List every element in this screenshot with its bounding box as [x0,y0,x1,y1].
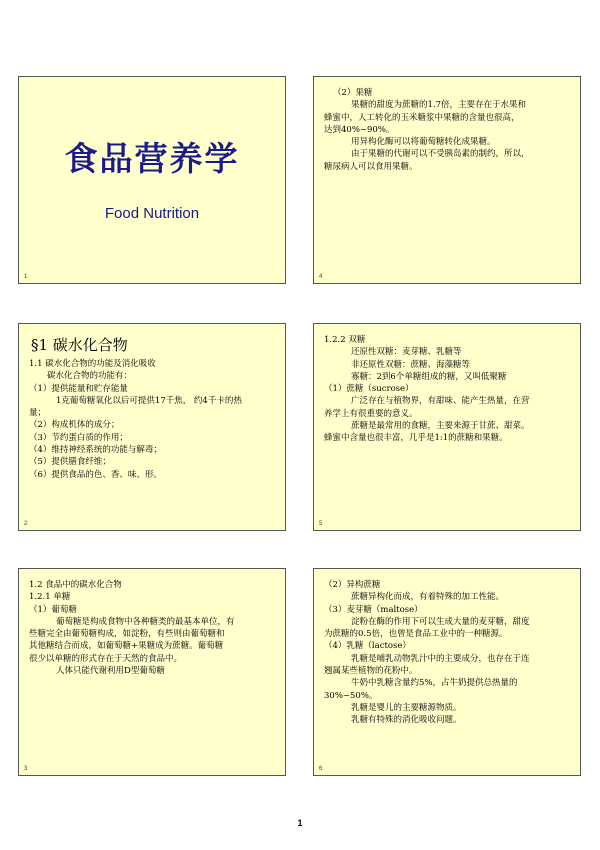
text-line: 蜂蜜中含量也很丰富，几乎是1:1的蔗糖和果糖。 [324,433,508,444]
text-line: 些糖完全由葡萄糖构成，如淀粉，有些则由葡萄糖和 [29,629,225,640]
slide-subtitle: Food Nutrition [104,205,200,222]
text-line: （2）果糖 [333,88,373,98]
slide-body [324,87,572,173]
slide-body [324,579,572,727]
text-line: 人体只能代谢利用D型葡萄糖 [56,666,165,677]
text-line: （2）构成机体的成分； [29,420,120,431]
text-line: 乳糖有特殊的消化吸收问题。 [351,715,462,726]
slide-3 [18,568,286,776]
text-line: （4）维持神经系统的功能与解毒； [29,445,162,456]
text-line: 广泛存在与植物界，有甜味、能产生热量，在营 [351,396,530,407]
text-line: 1.2 食品中的碳水化合物 [29,580,122,590]
text-line: 蔗糖是最常用的食糖，主要来源于甘蔗、甜菜。 [351,421,530,432]
text-line: （1）蔗糖（sucrose） [324,384,414,395]
slide-body [29,579,277,677]
slide-number: 5 [319,521,323,527]
text-line: 蜂蜜中，人工转化的玉米糖浆中果糖的含量也很高， [324,112,520,123]
slide-1 [18,76,286,284]
slide-2 [18,323,286,531]
text-line: 其他糖结合而成，如葡萄糖+果糖成为蔗糖。葡萄糖 [29,641,224,652]
text-line: （2）异构蔗糖 [324,580,381,590]
text-line: 用异构化酶可以将葡萄糖转化成果糖。 [351,137,496,148]
text-line: 乳糖是哺乳动物乳汁中的主要成分，也存在于连 [351,653,530,664]
slide-title: 食品营养学 [64,139,240,178]
text-line: 非还原性双糖：蔗糖、海藻糖等 [351,359,471,370]
page-number: 1 [297,818,303,828]
text-line: 30%~50%。 [324,690,378,701]
text-line: 1.2.2 双糖 [324,335,366,345]
text-line: 翘属某些植物的花粉中。 [324,666,418,677]
text-line: 养学上有很重要的意义。 [324,408,418,419]
text-line: （4）乳糖（lactose） [324,641,411,652]
slide-body [324,334,572,445]
text-line: 乳糖是婴儿的主要糖源物质。 [351,702,462,713]
text-line: 由于果糖的代谢可以不受胰岛素的制约，所以， [351,149,530,160]
text-line: 淀粉在酶的作用下可以生成大量的麦芽糖，甜度 [351,616,530,627]
text-line: （3）麦芽糖（maltose） [324,604,423,615]
text-line: 很少以单糖的形式存在于天然的食品中。 [29,653,183,664]
section-heading: §1 碳水化合物 [31,336,128,354]
text-line: 蔗糖异构化而成，有着特殊的加工性能。 [351,592,505,603]
text-line: （3）节约蛋白质的作用； [29,432,128,443]
text-line: 寡糖：2到6个单糖组成的糖，又叫低聚糖 [351,371,507,382]
slide-5 [313,323,581,531]
text-line: 量； [29,408,47,419]
text-line: 1克葡萄糖氧化以后可提供17千焦， 约4千卡的热 [56,395,242,406]
slide-6 [313,568,581,776]
text-line: （5）提供膳食纤维； [29,457,111,468]
text-line: 达到40%~90%。 [324,124,395,135]
text-line: （1）葡萄糖 [29,604,77,615]
text-line: 糖尿病人可以食用果糖。 [324,161,418,172]
slide-number: 3 [24,766,28,772]
slide-number: 1 [24,274,28,280]
text-line: 为蔗糖的0.5倍，也曾是食品工业中的一种糖源。 [324,629,508,640]
slide-number: 6 [319,766,323,772]
text-line: 葡萄糖是构成食物中各种糖类的最基本单位，有 [56,616,235,627]
slide-body [29,334,277,481]
text-line: 果糖的甜度为蔗糖的1.7倍，主要存在于水果和 [351,100,527,111]
slide-number: 4 [319,274,323,280]
text-line: 牛奶中乳糖含量约5%，占牛奶提供总热量的 [351,678,518,689]
slide-4 [313,76,581,284]
text-line: （6）提供食品的色、香、味、形。 [29,469,162,480]
text-line: （1）提供能量和贮存能量 [29,383,128,394]
text-line: 1.1 碳水化合物的功能及消化吸收 [29,359,156,369]
text-line: 1.2.1 单糖 [29,592,71,603]
slide-number: 2 [24,521,28,527]
text-line: 还原性双糖：麦芽糖、乳糖等 [351,347,462,358]
text-line: 碳水化合物的功能有： [47,371,133,382]
